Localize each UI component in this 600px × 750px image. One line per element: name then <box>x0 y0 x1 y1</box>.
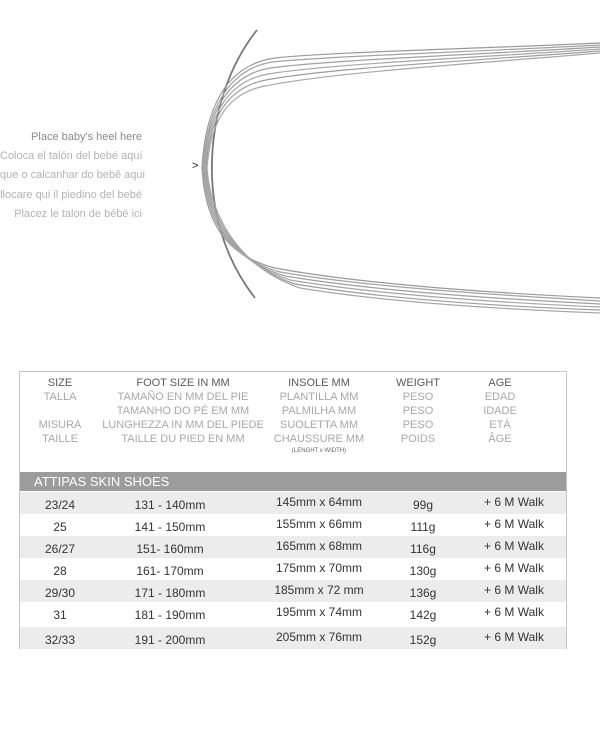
cell-age: + 6 M Walk <box>484 605 544 619</box>
cell-insole: 155mm x 66mm <box>275 517 363 531</box>
cell-foot: 181 - 190mm <box>134 608 206 622</box>
cell-insole: 175mm x 70mm <box>275 561 363 575</box>
cell-weight: 152g <box>409 633 437 647</box>
cell-insole: 195mm x 74mm <box>275 605 363 619</box>
cell-weight: 130g <box>409 564 437 578</box>
cell-weight: 111g <box>410 520 436 534</box>
cell-size: 23/24 <box>44 498 76 512</box>
column-header-age: AGE EDAD IDADE ETÀ ÂGE <box>483 377 517 445</box>
cell-weight: 136g <box>409 586 437 600</box>
column-header-foot-size: FOOT SIZE IN MM TAMAÑO EN MM DEL PIE TAMANHO DO PÉ EM MM LUNGHEZZA IN MM DEL PIEDE TAILLE DU PIED EN MM <box>102 377 264 445</box>
cell-size: 31 <box>53 608 67 622</box>
heel-placement-labels <box>0 128 145 224</box>
table-row <box>20 536 566 558</box>
arrow-right-icon: > <box>192 160 199 172</box>
cell-weight: 99g <box>412 498 434 512</box>
cell-age: + 6 M Walk <box>484 561 544 575</box>
cell-size: 25 <box>53 520 67 534</box>
cell-foot: 191 - 200mm <box>134 633 206 647</box>
cell-size: 32/33 <box>44 633 76 647</box>
heel-label: Place baby's heel here <box>31 131 142 143</box>
table-row <box>20 627 566 649</box>
section-title: ATTIPAS SKIN SHOES <box>34 474 170 489</box>
cell-age: + 6 M Walk <box>484 630 544 644</box>
cell-foot: 131 - 140mm <box>134 498 206 512</box>
cell-age: + 6 M Walk <box>484 517 544 531</box>
cell-foot: 161- 170mm <box>136 564 204 578</box>
cell-foot: 141 - 150mm <box>134 520 206 534</box>
cell-age: + 6 M Walk <box>484 583 544 597</box>
cell-weight: 116g <box>410 542 436 556</box>
cell-insole: 165mm x 68mm <box>275 539 363 553</box>
column-header-size: SIZE TALLA MISURA TAILLE <box>38 377 82 445</box>
table-row <box>20 558 566 580</box>
cell-weight: 142g <box>409 608 437 622</box>
cell-foot: 151- 160mm <box>136 542 204 556</box>
cell-insole: 145mm x 64mm <box>275 495 363 509</box>
table-row <box>20 602 566 624</box>
cell-foot: 171 - 180mm <box>134 586 206 600</box>
column-header-weight: WEIGHT PESO PESO PESO POIDS <box>396 377 440 445</box>
size-chart-table <box>19 371 567 649</box>
heel-label: que o calcanhar do bebê aqui <box>0 169 145 182</box>
table-row <box>20 580 566 602</box>
cell-insole: 205mm x 76mm <box>275 630 363 644</box>
heel-arc <box>212 30 257 298</box>
cell-age: + 6 M Walk <box>484 495 544 509</box>
heel-label: Placez le talon de bébé ici <box>14 207 142 220</box>
cell-size: 29/30 <box>44 586 76 600</box>
cell-insole: 185mm x 72 mm <box>274 583 364 597</box>
heel-label: llocare qui il piedino del bebé <box>0 188 142 201</box>
table-row <box>20 514 566 536</box>
cell-age: + 6 M Walk <box>484 539 544 553</box>
section-title-band <box>20 472 566 491</box>
column-header-insole: INSOLE MM PLANTILLA MM PALMILHA MM SUOLETTA MM CHAUSSURE MM (LENGHT x WIDTH) <box>273 377 365 454</box>
heel-label: Coloca el talón del bebé aquí <box>0 150 143 163</box>
table-row <box>20 492 566 514</box>
cell-size: 26/27 <box>44 542 76 556</box>
cell-size: 28 <box>53 564 67 578</box>
